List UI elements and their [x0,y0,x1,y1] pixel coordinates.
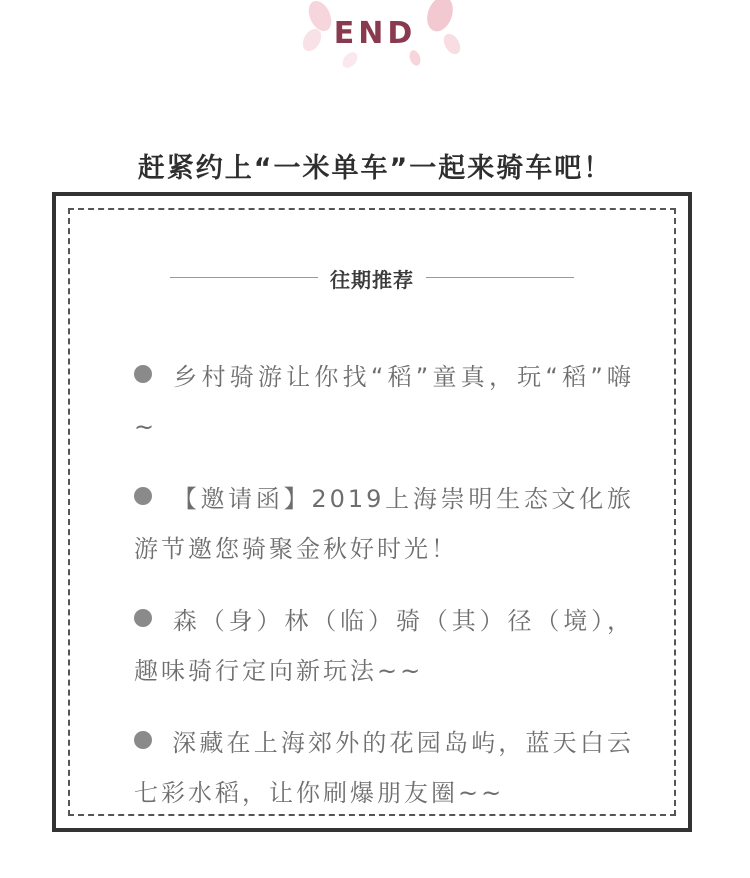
bullet-icon [134,731,152,749]
bullet-icon [134,609,152,627]
section-title-label: 往期推荐 [330,268,414,292]
article-link-text[interactable]: 乡村骑游让你找“稻”童真，玩“稻”嗨~ [134,363,634,441]
article-item-4[interactable] [134,718,634,818]
headline: 赶紧约上“一米单车”一起来骑车吧！ [137,153,613,184]
article-item-3[interactable] [134,596,634,696]
divider-right [426,277,574,278]
bullet-icon [134,487,152,505]
section-title [70,262,674,292]
recommendation-frame [52,192,692,832]
bullet-icon [134,365,152,383]
article-list [134,352,634,840]
dashed-inner-frame [68,208,676,816]
article-item-2[interactable] [134,474,634,574]
end-banner [0,0,750,70]
article-link-text[interactable]: 深藏在上海郊外的花园岛屿，蓝天白云七彩水稻，让你刷爆朋友圈~~ [134,729,634,807]
article-link-text[interactable]: 森（身）林（临）骑（其）径（境），趣味骑行定向新玩法~~ [134,607,634,685]
article-link-text[interactable]: 【邀请函】2019上海崇明生态文化旅游节邀您骑聚金秋好时光！ [134,485,634,563]
end-label: END [333,16,417,51]
article-item-1[interactable] [134,352,634,452]
